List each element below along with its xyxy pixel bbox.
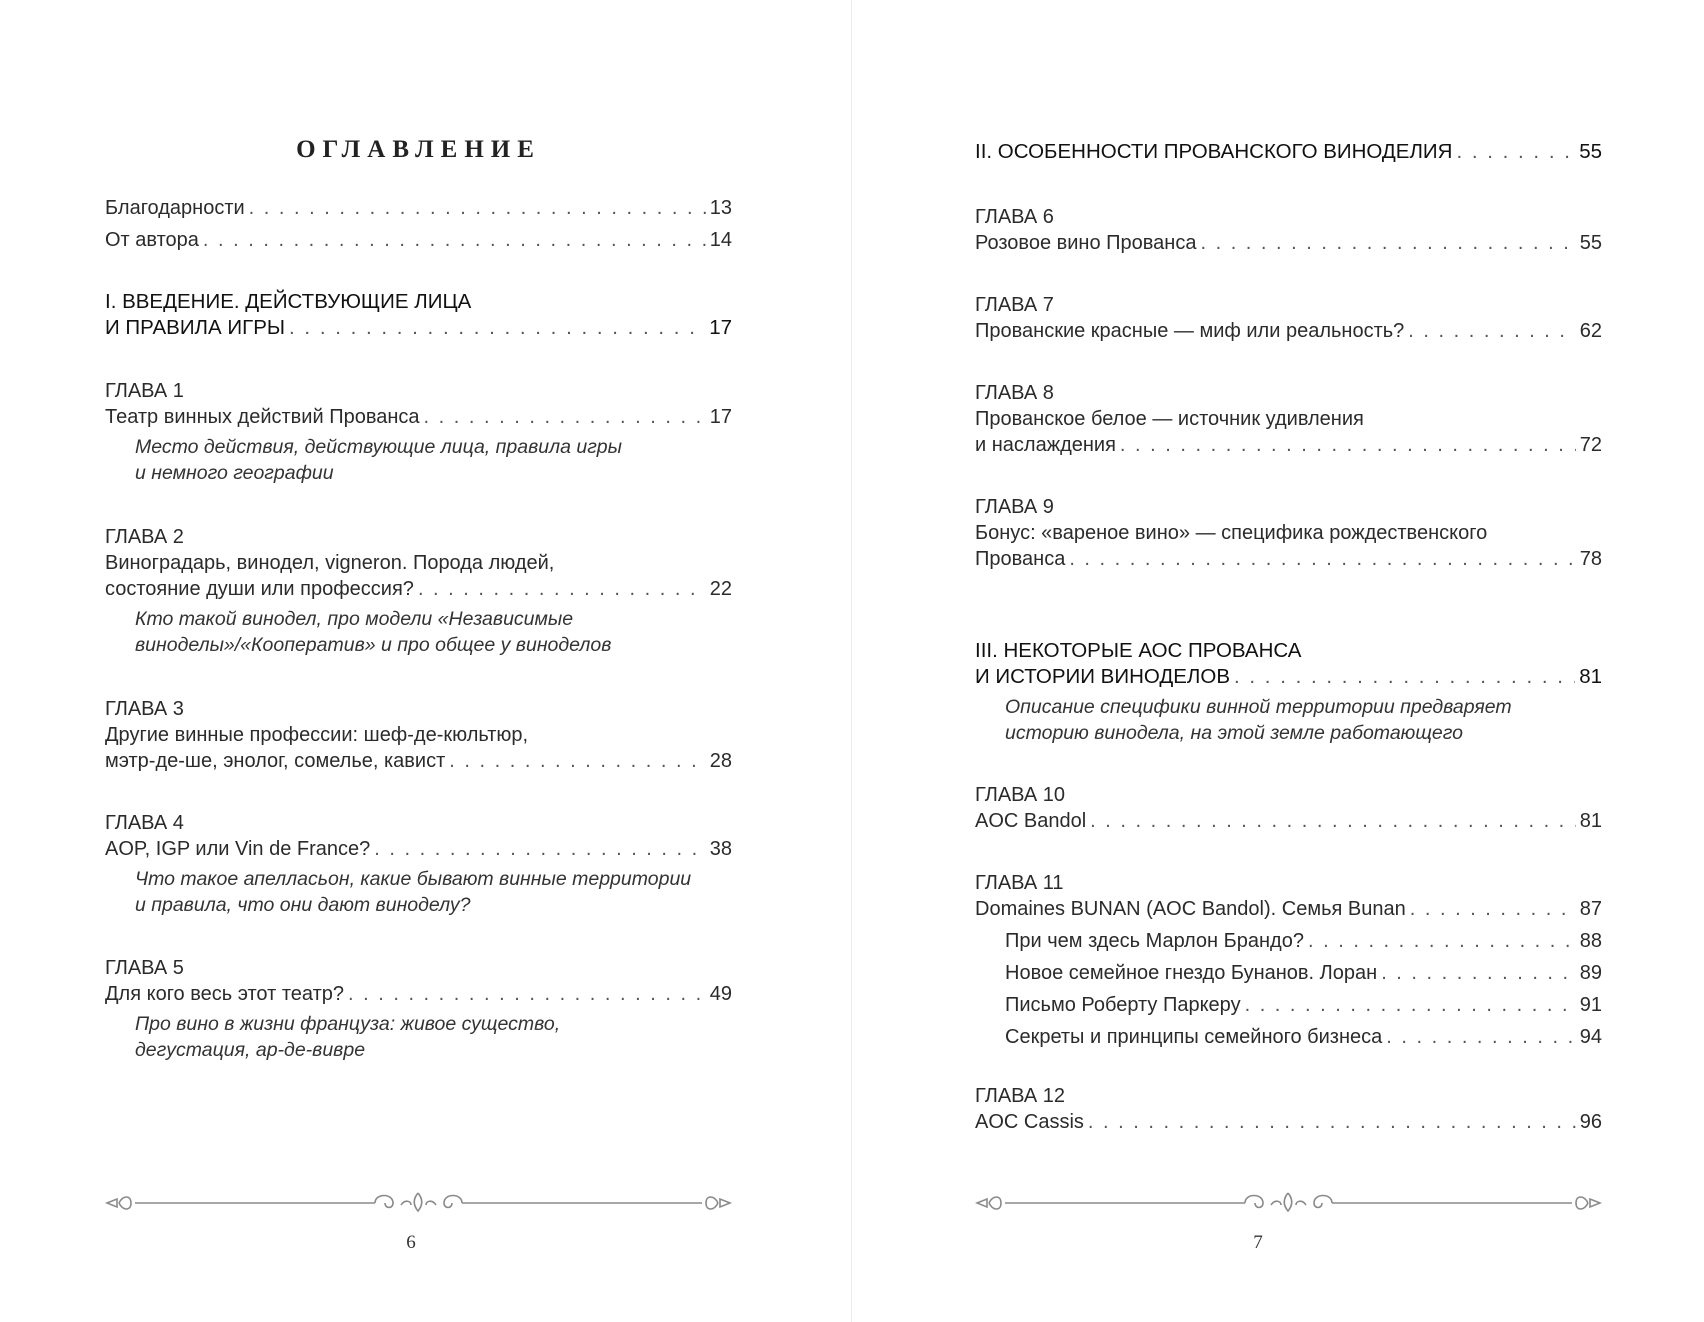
chapter-3[interactable] [105,696,732,774]
chapter-6[interactable] [975,204,1602,256]
chapter-description: Место действия, действующие лица, правила игры [135,436,623,458]
chapter-description: Про вино в жизни француза: живое существо, [135,1013,561,1035]
chapter-title: Другие винные профессии: шеф-де-кюльтюр, [105,724,529,746]
chapter-title: Domaines BUNAN (AOC Bandol). Семья Bunan . . . 87 [975,896,1602,922]
section-description: Описание специфики винной территории предваряет [1005,696,1512,718]
chapter-description: и правила, что они дают виноделу? [135,894,471,916]
chapter-label: ГЛАВА 7 [975,294,1054,316]
chapter-description: виноделы»/«Кооператив» и про общее у виноделов [135,634,612,656]
subsection-entry[interactable]: Новое семейное гнездо Бунанов. Лоран . . . 89 [975,960,1602,986]
section-title: I. ВВЕДЕНИЕ. ДЕЙСТВУЮЩИЕ ЛИЦА [105,290,472,313]
subsection-entry[interactable]: При чем здесь Марлон Брандо? . . . 88 [975,928,1602,954]
chapter-9[interactable] [975,494,1602,572]
section-2[interactable] [975,139,1602,165]
section-title-line2: И ПРАВИЛА ИГРЫ . . . 17 [105,315,732,341]
chapter-2[interactable] [105,524,732,658]
chapter-title: AOP, IGP или Vin de France? . . . 38 [105,836,732,862]
chapter-description: и немного географии [135,462,334,484]
chapter-5[interactable] [105,955,732,1063]
section-description: историю винодела, на этой земле работающего [1005,722,1464,744]
chapter-label: ГЛАВА 1 [105,380,184,402]
toc-entry[interactable]: Благодарности . . . 13 [105,195,732,221]
ornament-divider [975,1191,1602,1215]
section-title-line2: И ИСТОРИИ ВИНОДЕЛОВ . . . 81 [975,664,1602,690]
chapter-title-line2: состояние души или профессия? . . . 22 [105,576,732,602]
chapter-description: Что такое апелласьон, какие бывают винные территории [135,868,692,890]
right-page [852,0,1704,1322]
page-number: 7 [1253,1232,1263,1253]
section-1[interactable] [105,289,732,341]
chapter-8[interactable] [975,380,1602,458]
chapter-title-line2: Прованса . . . 78 [975,546,1602,572]
chapter-title: Виноградарь, винодел, vigneron. Порода людей, [105,552,555,574]
chapter-label: ГЛАВА 12 [975,1085,1065,1107]
chapter-title: Театр винных действий Прованса . . . 17 [105,404,732,430]
section-title: II. ОСОБЕННОСТИ ПРОВАНСКОГО ВИНОДЕЛИЯ . . . 55 [975,139,1602,165]
chapter-description: дегустация, ар-де-вивре [135,1039,366,1061]
chapter-1[interactable] [105,378,732,486]
chapter-label: ГЛАВА 9 [975,496,1054,518]
chapter-description: Кто такой винодел, про модели «Независимые [135,608,574,630]
chapter-title: Прованские красные — миф или реальность? . . . 62 [975,318,1602,344]
page-number: 6 [406,1232,416,1253]
subsection-entry[interactable]: Письмо Роберту Паркеру . . . 91 [975,992,1602,1018]
chapter-title-line2: и наслаждения . . . 72 [975,432,1602,458]
front-matter [105,195,732,253]
section-3[interactable] [975,638,1602,746]
toc-entry[interactable]: От автора . . . 14 [105,227,732,253]
chapter-label: ГЛАВА 8 [975,382,1054,404]
chapter-label: ГЛАВА 4 [105,812,184,834]
chapter-12[interactable] [975,1083,1602,1135]
chapter-10[interactable] [975,782,1602,834]
chapter-title: AOC Cassis . . . 96 [975,1109,1602,1135]
chapter-title: Бонус: «вареное вино» — специфика рождественского [975,522,1488,544]
chapter-label: ГЛАВА 5 [105,957,184,979]
chapter-title: Прованское белое — источник удивления [975,408,1364,430]
subsection-entry[interactable]: Секреты и принципы семейного бизнеса . . . 94 [975,1024,1602,1050]
chapter-label: ГЛАВА 11 [975,872,1064,894]
toc-title: ОГЛАВЛЕНИЕ [296,136,541,163]
section-title: III. НЕКОТОРЫЕ АОС ПРОВАНСА [975,639,1302,662]
chapter-label: ГЛАВА 2 [105,526,184,548]
chapter-title: Розовое вино Прованса . . . 55 [975,230,1602,256]
chapter-4[interactable] [105,810,732,918]
chapter-7[interactable] [975,292,1602,344]
chapter-label: ГЛАВА 10 [975,784,1065,806]
chapter-label: ГЛАВА 3 [105,698,184,720]
chapter-label: ГЛАВА 6 [975,206,1054,228]
chapter-title: Для кого весь этот театр? . . . 49 [105,981,732,1007]
chapter-title-line2: мэтр-де-ше, энолог, сомелье, кавист . . . 28 [105,748,732,774]
chapter-11[interactable] [975,870,1602,1050]
chapter-title: AOC Bandol . . . 81 [975,808,1602,834]
ornament-divider [105,1191,732,1215]
